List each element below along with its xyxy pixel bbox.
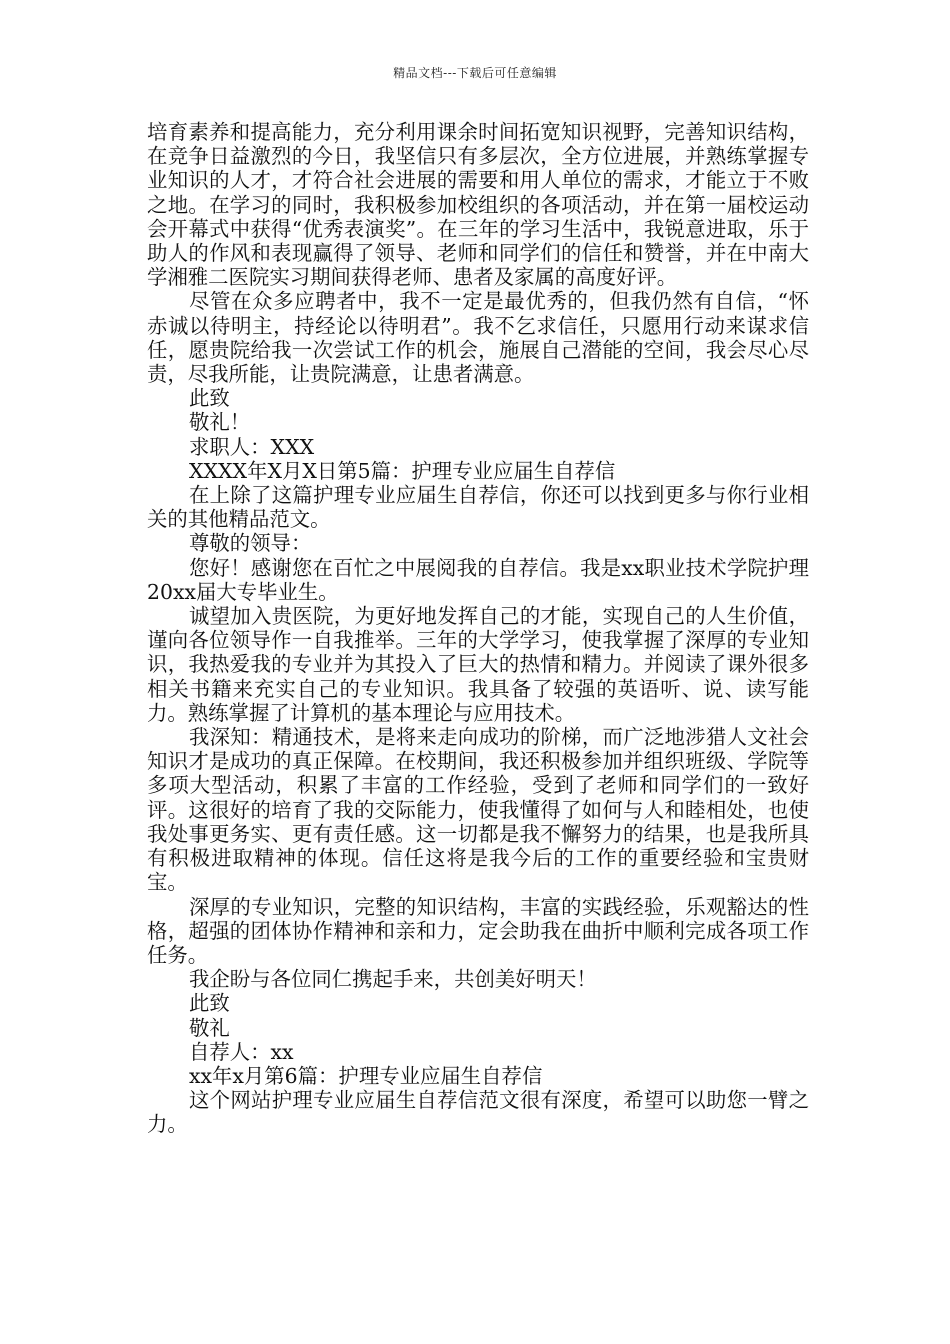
paragraph-intro-continued: 培育素养和提高能力，充分利用课余时间拓宽知识视野，完善知识结构，在竞争日益激烈的今日，我坚信只有多层次，全方位进展，并熟练掌握专业知识的人才，才符合社会进展的需要和用人单位的需求，才能立于不败之地。在学习的同时，我积极参加校组织的各项活动，并在第一届校运动会开幕式中获得“优秀表演奖”。在三年的学习生活中，我锐意进取，乐于助人的作风和表现赢得了领导、老师和同学们的信任和赞誉，并在中南大学湘雅二医院实习期间获得老师、患者及家属的高度好评。 bbox=[147, 120, 809, 290]
paragraph-confidence: 尽管在众多应聘者中，我不一定是最优秀的，但我仍然有自信，“怀赤诚以待明主，持经论以待明君”。我不乞求信任，只愿用行动来谋求信任，愿贵院给我一次尝试工作的机会，施展自己潜能的空间，我会尽心尽责，尽我所能，让贵院满意，让患者满意。 bbox=[147, 289, 809, 387]
paragraph-experience: 我深知：精通技术，是将来走向成功的阶梯，而广泛地涉猎人文社会知识才是成功的真正保障。在校期间，我还积极参加并组织班级、学院等多项大型活动，积累了丰富的工作经验，受到了老师和同学们的一致好评。这很好的培育了我的交际能力，使我懂得了如何与人和睦相处，也使我处事更务实、更有责任感。这一切都是我不懈努力的结果，也是我所具有积极进取精神的体现。信任这将是我今后的工作的重要经验和宝贵财宝。 bbox=[147, 725, 809, 895]
closing-salutation-2: 此致 bbox=[189, 991, 230, 1016]
document-body bbox=[147, 120, 809, 1137]
signature-recommender: 自荐人：xx bbox=[189, 1039, 294, 1064]
closing-regards-2: 敬礼 bbox=[189, 1015, 230, 1040]
paragraph-self-recommendation: 诚望加入贵医院，为更好地发挥自己的才能，实现自己的人生价值，谨向各位领导作一自我推举。三年的大学学习，使我掌握了深厚的专业知识，我热爱我的专业并为其投入了巨大的热情和精力。并阅读了课外很多相关书籍来充实自己的专业知识。我具备了较强的英语听、说、读写能力。熟练掌握了计算机的基本理论与应用技术。 bbox=[147, 604, 809, 725]
paragraph-site-note: 在上除了这篇护理专业应届生自荐信，你还可以找到更多与你行业相关的其他精品范文。 bbox=[147, 483, 809, 532]
paragraph-hope: 我企盼与各位同仁携起手来，共创美好明天！ bbox=[189, 967, 597, 992]
section-heading-5: XXXX年X月X日第5篇：护理专业应届生自荐信 bbox=[189, 458, 616, 483]
greeting: 尊敬的领导： bbox=[189, 531, 312, 556]
section-heading-6: xx年x月第6篇：护理专业应届生自荐信 bbox=[189, 1063, 543, 1088]
closing-salutation: 此致 bbox=[189, 386, 230, 411]
paragraph-summary: 深厚的专业知识，完整的知识结构，丰富的实践经验，乐观豁达的性格，超强的团体协作精神和亲和力，定会助我在曲折中顺利完成各项工作任务。 bbox=[147, 894, 809, 967]
signature-applicant: 求职人：XXX bbox=[189, 434, 315, 459]
closing-regards: 敬礼！ bbox=[189, 410, 251, 435]
paragraph-introduction: 您好！感谢您在百忙之中展阅我的自荐信。我是xx职业技术学院护理20xx届大专毕业生。 bbox=[147, 555, 809, 604]
paragraph-site-note-2: 这个网站护理专业应届生自荐信范文很有深度，希望可以助您一臂之力。 bbox=[147, 1088, 809, 1137]
page-header: 精品文档---下载后可任意编辑 bbox=[393, 66, 557, 80]
